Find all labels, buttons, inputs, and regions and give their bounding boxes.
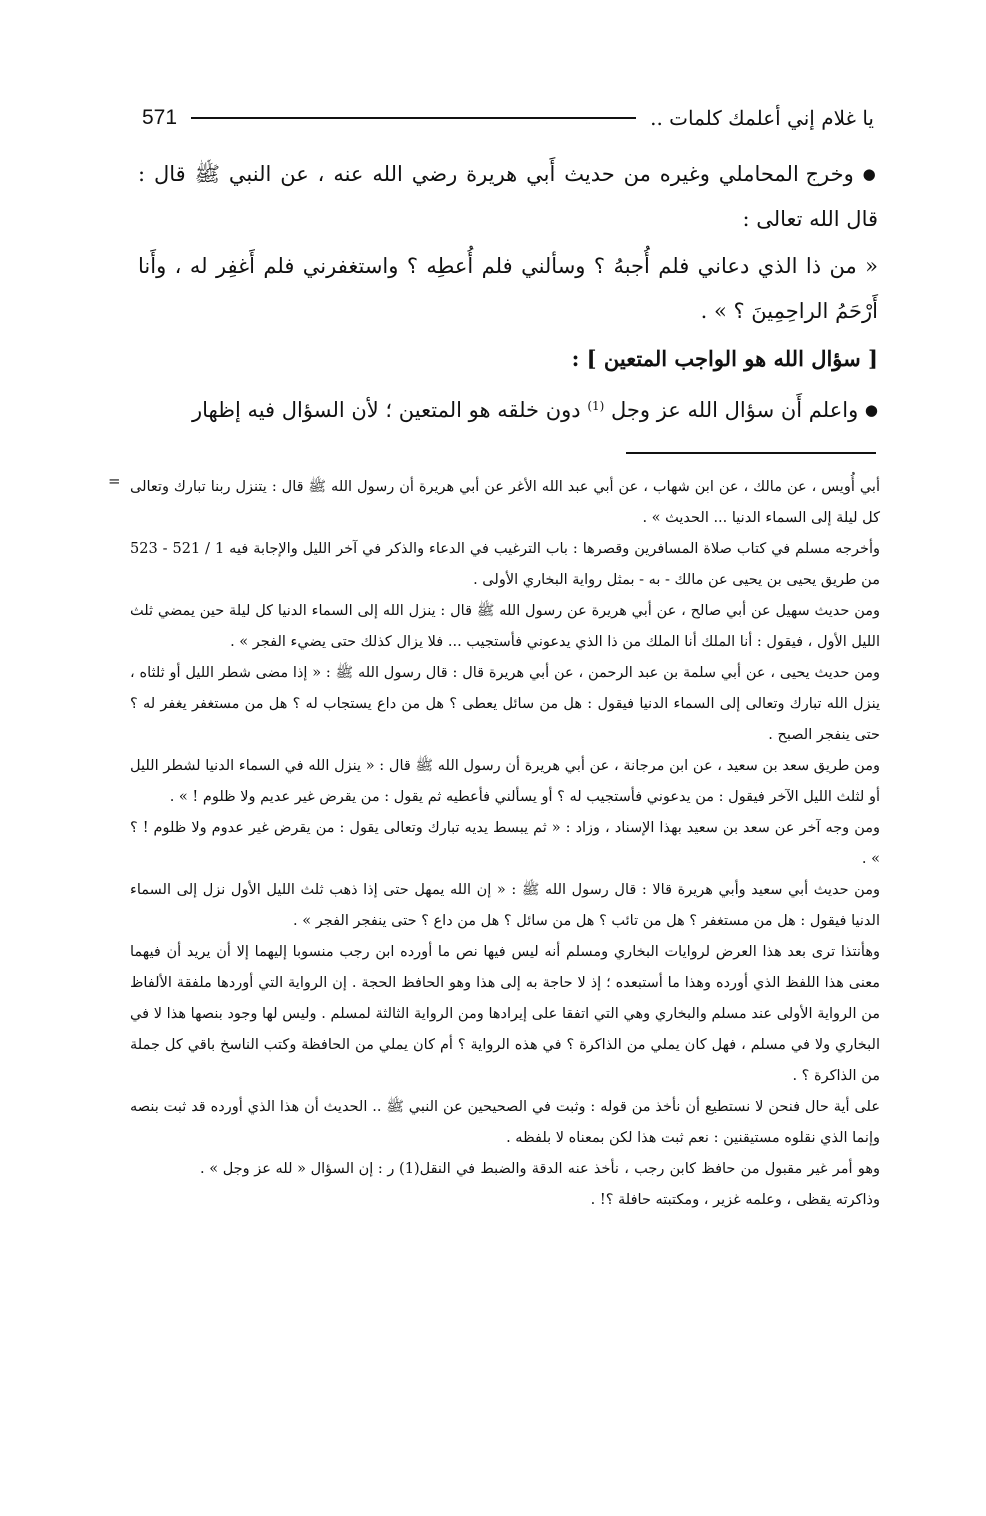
hadith-quote: « من ذا الذي دعاني فلم أُجبهُ ؟ وسألني فلم أُعطِه ؟ واستغفرني فلم أَغفِر له ، وأَنا أَرْحَمُ الراحِمِينَ ؟ » . <box>138 254 878 323</box>
footnote-paragraph: وهأنتذا ترى بعد هذا العرض لروايات البخاري ومسلم أنه ليس فيها نص ما أورده ابن رجب منسوبا إليهما إلا أن يريد أن فيهما معنى هذا اللفظ الذي أورده وهذا ما أستبعده ؛ إذ لا حاجة به إلى هذا وهو الحافظ الحجة . إن الرواية التي أوردها ملفقة الألفاظ من الرواية الأولى عند مسلم والبخاري وهي التي اتفقا على إيرادها ومن الرواية الثالثة لمسلم . وليس لها وجود بنصها هذا لا في البخاري ولا في مسلم ، فهل كان يملي من الذاكرة ؟ في هذه الرواية ؟ أم كان يملي من الحافظة وكتب الناسخ باقي كل جملة من الذاكرة ؟ . <box>130 944 880 1084</box>
paragraph-text-start: واعلم أَن سؤال الله عز وجل <box>611 398 859 422</box>
section-heading: [ سؤال الله هو الواجب المتعين ] : <box>571 346 878 371</box>
paragraph-text: وخرج المحاملي وغيره من حديث أَبي هريرة رضي الله عنه ، عن النبي ﷺ قال : قال الله تعالى : <box>138 162 878 231</box>
footnote-paragraph: ومن وجه آخر عن سعد بن سعيد بهذا الإسناد ، وزاد : « ثم يبسط يديه تبارك وتعالى يقول : من يقرض غير عدوم ولا ظلوم ! ؟ » . <box>130 820 880 867</box>
footnote-closing-text: وهو أمر غير مقبول من حافظ كابن رجب ، نأخذ عنه الدقة والضبط في النقل وذاكرته يقظى ، وعلمه غزير ، ومكتبته حافلة ؟! . <box>419 1161 880 1208</box>
bullet-icon: ● <box>862 165 878 183</box>
footnote-1: (1) ر : إن السؤال « لله عز وجل » . <box>200 1161 420 1177</box>
paragraph-asking-god <box>138 384 878 433</box>
page-number: 571 <box>142 106 178 129</box>
footnote-paragraph: ومن حديث أبي سعيد وأبي هريرة قالا : قال رسول الله ﷺ : « إن الله يمهل حتى إذا ذهب ثلث الليل الأول نزل إلى السماء الدنيا فيقول : هل من مستغفر ؟ هل من تائب ؟ هل من سائل ؟ هل من داع ؟ حتى ينفجر الفجر » . <box>130 882 880 929</box>
paragraph-text-end: دون خلقه هو المتعين ؛ لأن السؤال فيه إظهار <box>192 398 581 422</box>
bullet-icon: ● <box>864 401 878 419</box>
footnotes <box>108 472 881 1216</box>
footnote-paragraph: ومن حديث يحيى ، عن أبي سلمة بن عبد الرحمن ، عن أبي هريرة قال : قال رسول الله ﷺ : « إذا مضى شطر الليل أو ثلثاه ، ينزل الله تبارك وتعالى إلى السماء الدنيا فيقول : هل من سائل يعطى ؟ هل من داع يستجاب له ؟ هل من مستغفر يغفر له ؟ حتى ينفجر الصبح . <box>130 665 880 743</box>
footnote-last-line <box>130 1154 880 1216</box>
footnote-paragraph: ومن حديث سهيل عن أبي صالح ، عن أبي هريرة عن رسول الله ﷺ قال : ينزل الله إلى السماء الدنيا كل ليلة حين يمضي ثلث الليل الأول ، فيقول : أنا الملك أنا الملك من ذا الذي يدعوني فأستجيب ... فلا يزال كذلك حتى يضيء الفجر » . <box>130 603 880 650</box>
footnote-paragraph: ومن طريق سعد بن سعيد ، عن ابن مرجانة ، عن أبي هريرة أن رسول الله ﷺ قال : « ينزل الله في السماء الدنيا لشطر الليل أو لثلث الليل الآخر فيقول : من يدعوني فأستجيب له ؟ أو يسألني فأعطيه ثم يقول : من يقرض غير عديم ولا ظلوم ! » . <box>130 758 880 805</box>
footnote-paragraph: وأخرجه مسلم في كتاب صلاة المسافرين وقصرها : باب الترغيب في الدعاء والذكر في آخر الليل والإجابة فيه 1 / 521 - 523 من طريق يحيى بن يحيى عن مالك - به - بمثل رواية البخاري الأولى . <box>130 541 881 588</box>
paragraph-hadith-intro <box>138 152 878 242</box>
continuation-mark: = <box>108 472 121 490</box>
footnote-ref: (1) <box>587 399 605 413</box>
running-header <box>142 98 874 138</box>
running-title: يا غلام إني أعلمك كلمات .. <box>650 106 874 130</box>
footnote-paragraph: على أية حال فنحن لا نستطيع أن نأخذ من قوله : وثبت في الصحيحين عن النبي ﷺ .. الحديث أن هذا الذي أورده قد ثبت بنصه وإنما الذي نقلوه مستيقنين : نعم ثبت هذا لكن بمعناه لا بلفظه . <box>130 1099 880 1146</box>
footnote-paragraph: أبي أُويس ، عن مالك ، عن ابن شهاب ، عن أبي عبد الله الأغر عن أبي هريرة أن رسول الله ﷺ قال : يتنزل ربنا تبارك وتعالى كل ليلة إلى السماء الدنيا ... الحديث » . <box>130 479 880 526</box>
header-rule <box>191 117 636 119</box>
main-text <box>138 152 878 433</box>
footnote-separator <box>626 452 876 454</box>
